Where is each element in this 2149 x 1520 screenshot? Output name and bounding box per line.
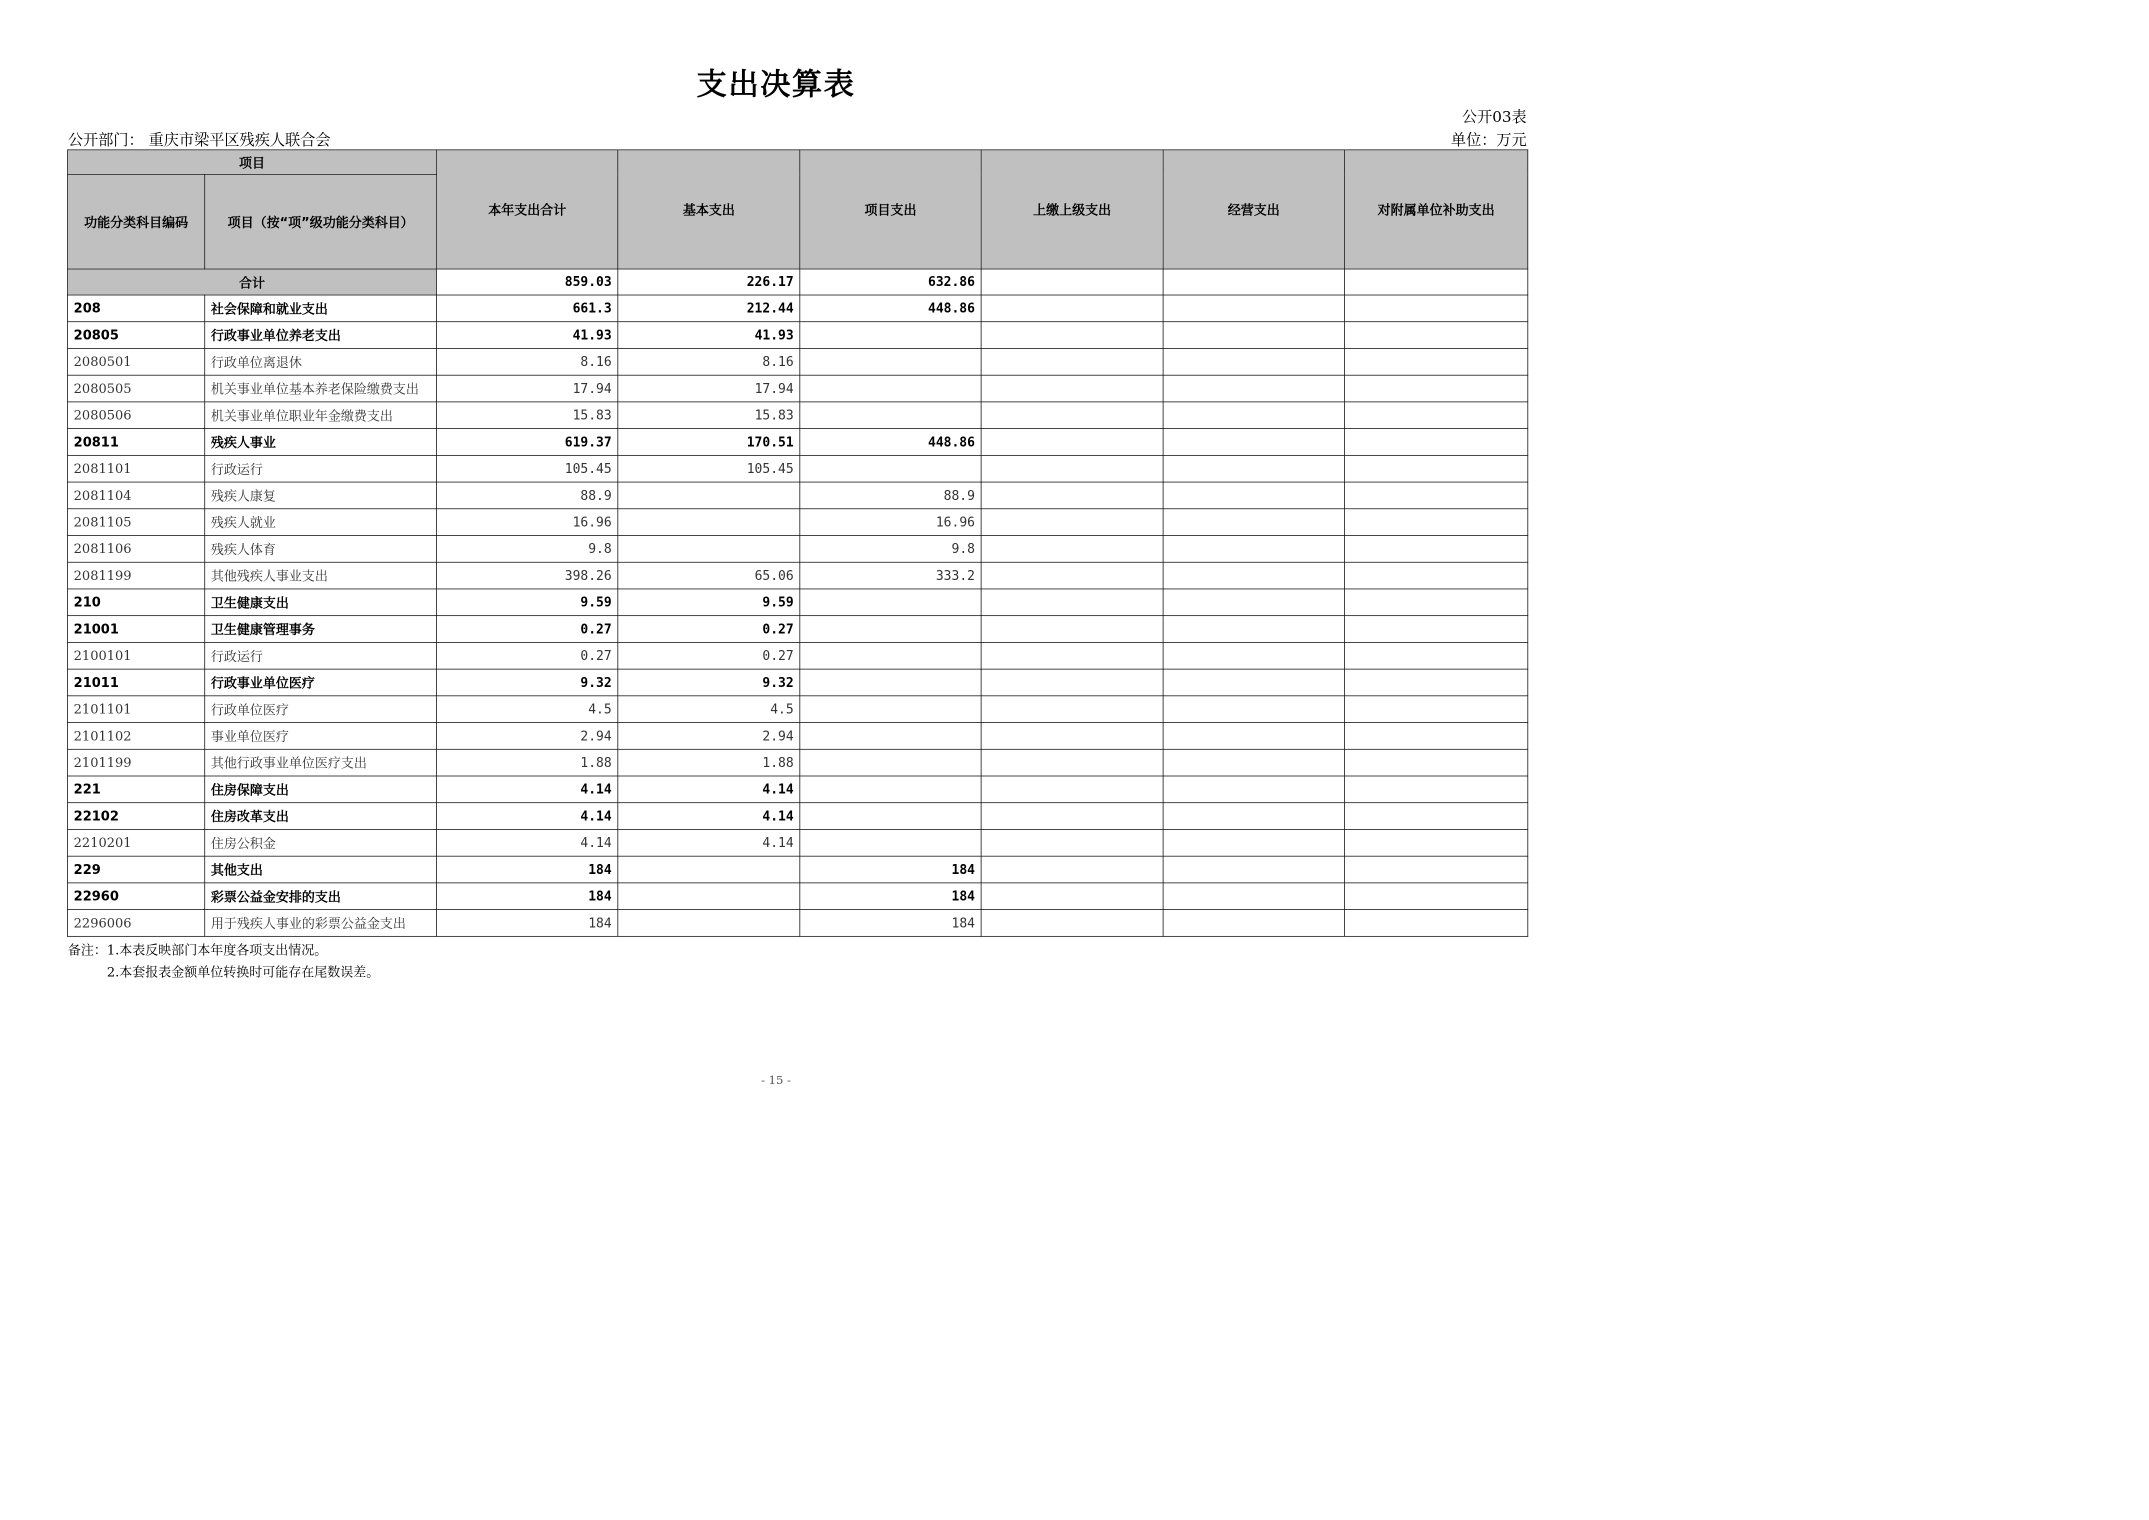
note-line-1: 备注：1.本表反映部门本年度各项支出情况。 — [67, 943, 328, 959]
row-name: 行政事业单位医疗 — [205, 669, 437, 696]
table-row — [68, 642, 1528, 669]
row-code: 2100101 — [68, 642, 205, 669]
row-value: 448.86 — [800, 295, 981, 322]
row-value — [618, 883, 800, 910]
row-value — [981, 348, 1163, 375]
row-value — [800, 322, 981, 349]
row-value — [981, 536, 1163, 563]
row-name: 其他行政事业单位医疗支出 — [205, 749, 437, 776]
row-code: 229 — [68, 856, 205, 883]
row-value: 15.83 — [437, 402, 618, 429]
row-value — [981, 482, 1163, 509]
table-row — [68, 910, 1528, 937]
row-value — [1163, 856, 1344, 883]
row-value — [1344, 910, 1527, 937]
row-name: 残疾人体育 — [205, 536, 437, 563]
row-value — [1163, 883, 1344, 910]
row-value — [1163, 749, 1344, 776]
page-title: 支出决算表 — [696, 66, 856, 102]
row-value: 398.26 — [437, 562, 618, 589]
table-row — [68, 696, 1528, 723]
row-value — [1163, 589, 1344, 616]
row-value: 105.45 — [618, 455, 800, 482]
row-value: 9.32 — [437, 669, 618, 696]
row-value: 4.14 — [618, 776, 800, 803]
header-col-project: 项目支出 — [800, 150, 981, 269]
row-value — [1163, 322, 1344, 349]
row-value — [1344, 295, 1527, 322]
row-value — [618, 910, 800, 937]
row-value: 16.96 — [800, 509, 981, 536]
row-value — [1163, 536, 1344, 563]
table-row — [68, 776, 1528, 803]
row-value: 184 — [437, 910, 618, 937]
row-value — [1163, 616, 1344, 643]
row-value — [800, 776, 981, 803]
row-value — [1344, 402, 1527, 429]
row-name: 住房改革支出 — [205, 803, 437, 830]
table-row — [68, 616, 1528, 643]
row-name: 其他支出 — [205, 856, 437, 883]
total-cell — [981, 269, 1163, 295]
row-value — [1163, 829, 1344, 856]
row-value — [1344, 348, 1527, 375]
row-value — [1163, 402, 1344, 429]
row-value — [1344, 616, 1527, 643]
row-value — [1163, 348, 1344, 375]
row-value — [800, 723, 981, 750]
row-value — [800, 589, 981, 616]
row-code: 2101102 — [68, 723, 205, 750]
table-row — [68, 482, 1528, 509]
row-code: 20811 — [68, 429, 205, 456]
row-value: 333.2 — [800, 562, 981, 589]
row-value — [1344, 642, 1527, 669]
total-label: 合计 — [68, 269, 437, 295]
row-name: 行政运行 — [205, 455, 437, 482]
row-value — [1344, 776, 1527, 803]
row-value — [981, 856, 1163, 883]
row-value — [981, 883, 1163, 910]
row-value — [1163, 482, 1344, 509]
row-code: 2081199 — [68, 562, 205, 589]
row-value — [1163, 696, 1344, 723]
row-value — [981, 696, 1163, 723]
row-code: 2081105 — [68, 509, 205, 536]
table-row — [68, 856, 1528, 883]
row-name: 残疾人康复 — [205, 482, 437, 509]
row-value: 8.16 — [618, 348, 800, 375]
table-row — [68, 536, 1528, 563]
row-value: 9.32 — [618, 669, 800, 696]
row-value — [618, 509, 800, 536]
row-value: 17.94 — [437, 375, 618, 402]
department-label: 公开部门： 重庆市梁平区残疾人联合会 — [67, 131, 331, 149]
row-value — [1163, 295, 1344, 322]
expenditure-table — [67, 149, 1528, 936]
row-value — [800, 749, 981, 776]
row-value — [981, 776, 1163, 803]
row-name: 住房保障支出 — [205, 776, 437, 803]
row-value: 4.14 — [437, 803, 618, 830]
table-row — [68, 829, 1528, 856]
row-value: 9.59 — [618, 589, 800, 616]
row-value — [1163, 910, 1344, 937]
row-code: 2296006 — [68, 910, 205, 937]
row-value — [1344, 829, 1527, 856]
row-value — [618, 482, 800, 509]
row-value: 4.14 — [437, 829, 618, 856]
row-code: 2210201 — [68, 829, 205, 856]
table-row — [68, 375, 1528, 402]
row-value — [800, 348, 981, 375]
row-value: 0.27 — [437, 642, 618, 669]
row-value — [1344, 883, 1527, 910]
row-value: 41.93 — [437, 322, 618, 349]
row-value: 0.27 — [437, 616, 618, 643]
row-name: 残疾人事业 — [205, 429, 437, 456]
row-value: 1.88 — [618, 749, 800, 776]
row-value: 184 — [800, 856, 981, 883]
row-value — [1344, 749, 1527, 776]
row-value: 661.3 — [437, 295, 618, 322]
row-code: 2081101 — [68, 455, 205, 482]
row-value: 1.88 — [437, 749, 618, 776]
row-code: 2080501 — [68, 348, 205, 375]
table-row — [68, 749, 1528, 776]
row-value — [1163, 776, 1344, 803]
row-value — [981, 455, 1163, 482]
total-cell — [1344, 269, 1527, 295]
row-value: 9.59 — [437, 589, 618, 616]
row-value: 2.94 — [618, 723, 800, 750]
total-row — [68, 269, 1528, 295]
row-value — [1163, 723, 1344, 750]
row-value: 17.94 — [618, 375, 800, 402]
row-value — [800, 375, 981, 402]
row-value: 41.93 — [618, 322, 800, 349]
header-code: 功能分类科目编码 — [68, 174, 205, 269]
row-value — [1163, 455, 1344, 482]
row-value — [1163, 562, 1344, 589]
row-value: 15.83 — [618, 402, 800, 429]
row-value — [981, 723, 1163, 750]
row-value — [800, 829, 981, 856]
total-cell: 859.03 — [437, 269, 618, 295]
row-value: 4.5 — [437, 696, 618, 723]
row-code: 21001 — [68, 616, 205, 643]
row-name: 行政运行 — [205, 642, 437, 669]
table-row — [68, 589, 1528, 616]
row-value: 4.14 — [437, 776, 618, 803]
row-value — [1163, 642, 1344, 669]
row-value: 9.8 — [437, 536, 618, 563]
row-code: 22102 — [68, 803, 205, 830]
page-number: - 15 - — [761, 1073, 791, 1087]
row-code: 20805 — [68, 322, 205, 349]
row-value: 88.9 — [437, 482, 618, 509]
total-cell: 226.17 — [618, 269, 800, 295]
row-name: 卫生健康支出 — [205, 589, 437, 616]
row-name: 住房公积金 — [205, 829, 437, 856]
row-code: 210 — [68, 589, 205, 616]
header-col-business: 经营支出 — [1163, 150, 1344, 269]
note-line-2: 2.本套报表金额单位转换时可能存在尾数误差。 — [106, 964, 380, 981]
row-code: 22960 — [68, 883, 205, 910]
row-value: 212.44 — [618, 295, 800, 322]
row-code: 2081104 — [68, 482, 205, 509]
row-value: 4.14 — [618, 829, 800, 856]
table-row — [68, 669, 1528, 696]
row-value — [1344, 509, 1527, 536]
unit-label: 单位：万元 — [1450, 131, 1527, 149]
table-body — [68, 269, 1528, 936]
row-value — [1163, 375, 1344, 402]
row-value — [1163, 803, 1344, 830]
row-name: 行政单位离退休 — [205, 348, 437, 375]
row-name: 卫生健康管理事务 — [205, 616, 437, 643]
row-value — [981, 829, 1163, 856]
row-value: 65.06 — [618, 562, 800, 589]
row-value — [981, 562, 1163, 589]
total-cell — [1163, 269, 1344, 295]
row-value: 448.86 — [800, 429, 981, 456]
row-value — [981, 375, 1163, 402]
row-value — [1344, 589, 1527, 616]
row-value — [1344, 856, 1527, 883]
table-row — [68, 295, 1528, 322]
row-value: 0.27 — [618, 616, 800, 643]
table-row — [68, 322, 1528, 349]
row-value — [981, 402, 1163, 429]
row-value: 619.37 — [437, 429, 618, 456]
row-value — [981, 589, 1163, 616]
table-row — [68, 509, 1528, 536]
row-name: 机关事业单位基本养老保险缴费支出 — [205, 375, 437, 402]
table-row — [68, 402, 1528, 429]
row-value: 105.45 — [437, 455, 618, 482]
row-code: 2101101 — [68, 696, 205, 723]
row-name: 其他残疾人事业支出 — [205, 562, 437, 589]
row-value — [981, 295, 1163, 322]
row-value: 184 — [800, 910, 981, 937]
table-row — [68, 723, 1528, 750]
row-value — [1344, 562, 1527, 589]
row-code: 2080505 — [68, 375, 205, 402]
row-value — [1344, 375, 1527, 402]
row-value: 16.96 — [437, 509, 618, 536]
row-value — [981, 509, 1163, 536]
row-value — [1344, 803, 1527, 830]
row-value — [800, 669, 981, 696]
row-code: 21011 — [68, 669, 205, 696]
row-value — [1344, 696, 1527, 723]
row-code: 2101199 — [68, 749, 205, 776]
row-value — [981, 803, 1163, 830]
header-col-basic: 基本支出 — [618, 150, 800, 269]
header-name: 项目（按“项”级功能分类科目） — [205, 174, 437, 269]
header-col-upper: 上缴上级支出 — [981, 150, 1163, 269]
row-value — [1163, 509, 1344, 536]
row-value: 8.16 — [437, 348, 618, 375]
row-value: 184 — [437, 883, 618, 910]
row-value — [1344, 455, 1527, 482]
row-value — [981, 669, 1163, 696]
row-value — [981, 642, 1163, 669]
form-number: 公开03表 — [1461, 108, 1527, 126]
row-value — [1344, 536, 1527, 563]
row-value — [981, 749, 1163, 776]
row-name: 社会保障和就业支出 — [205, 295, 437, 322]
header-project: 项目 — [68, 150, 437, 175]
row-value: 9.8 — [800, 536, 981, 563]
row-value — [800, 402, 981, 429]
row-value — [800, 642, 981, 669]
total-cell: 632.86 — [800, 269, 981, 295]
table-row — [68, 455, 1528, 482]
header-col-subsidy: 对附属单位补助支出 — [1344, 150, 1527, 269]
row-value — [981, 910, 1163, 937]
row-value: 4.5 — [618, 696, 800, 723]
row-code: 208 — [68, 295, 205, 322]
row-value — [618, 536, 800, 563]
row-code: 2080506 — [68, 402, 205, 429]
table-row — [68, 562, 1528, 589]
row-value: 170.51 — [618, 429, 800, 456]
row-value: 88.9 — [800, 482, 981, 509]
row-value — [1344, 723, 1527, 750]
row-name: 彩票公益金安排的支出 — [205, 883, 437, 910]
notes — [68, 940, 379, 983]
row-value: 0.27 — [618, 642, 800, 669]
row-value: 184 — [800, 883, 981, 910]
row-value — [1344, 482, 1527, 509]
row-name: 残疾人就业 — [205, 509, 437, 536]
row-value: 4.14 — [618, 803, 800, 830]
row-value — [800, 455, 981, 482]
table-row — [68, 429, 1528, 456]
row-code: 221 — [68, 776, 205, 803]
table-row — [68, 803, 1528, 830]
row-value — [981, 429, 1163, 456]
row-value — [1163, 429, 1344, 456]
row-name: 行政事业单位养老支出 — [205, 322, 437, 349]
row-name: 用于残疾人事业的彩票公益金支出 — [205, 910, 437, 937]
table-row — [68, 883, 1528, 910]
row-value — [1163, 669, 1344, 696]
row-value — [800, 803, 981, 830]
row-value — [1344, 322, 1527, 349]
row-name: 事业单位医疗 — [205, 723, 437, 750]
row-value — [981, 616, 1163, 643]
table-row — [68, 348, 1528, 375]
row-value — [618, 856, 800, 883]
row-value — [800, 696, 981, 723]
row-value — [981, 322, 1163, 349]
row-name: 机关事业单位职业年金缴费支出 — [205, 402, 437, 429]
row-value: 184 — [437, 856, 618, 883]
row-name: 行政单位医疗 — [205, 696, 437, 723]
row-value: 2.94 — [437, 723, 618, 750]
header-col-total: 本年支出合计 — [437, 150, 618, 269]
row-value — [1344, 429, 1527, 456]
row-value — [1344, 669, 1527, 696]
row-value — [800, 616, 981, 643]
row-code: 2081106 — [68, 536, 205, 563]
